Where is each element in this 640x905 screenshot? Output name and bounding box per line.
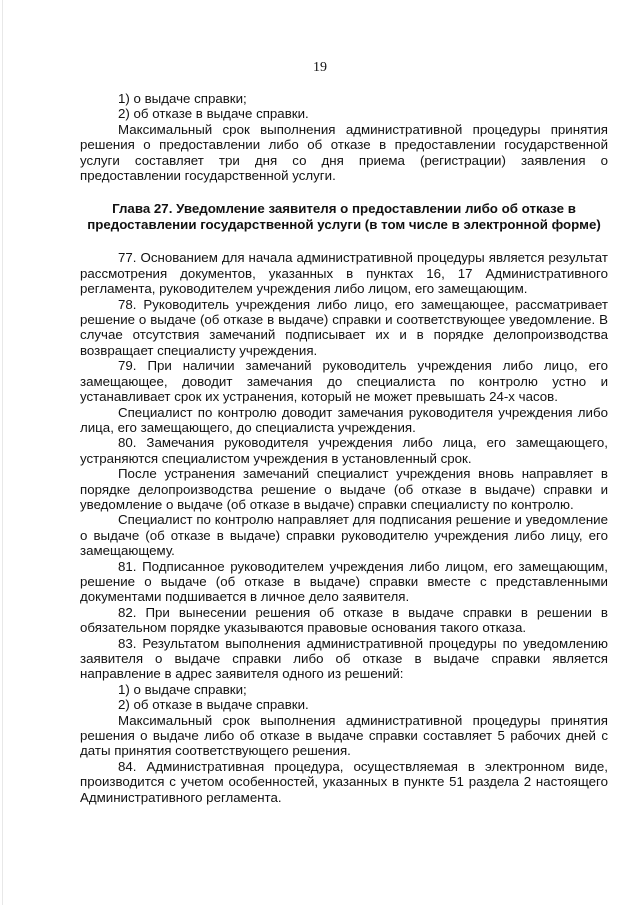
paragraph: 81. Подписанное руководителем учреждения либо лицом, его замещающим, решение о выдаче (об отказе в выдаче) справки вместе с представленными документами подшивается в личное дело заявителя. — [80, 558, 608, 605]
list-item: 1) о выдаче справки; — [118, 681, 247, 697]
list-item: 2) об отказе в выдаче справки. — [118, 697, 309, 713]
paragraph: 83. Результатом выполнения административной процедуры по уведомлению заявителя о выдаче справки либо об отказе в выдаче справки является направление в адрес заявителя одного из решений: — [80, 635, 608, 682]
paragraph: Максимальный срок выполнения административной процедуры принятия решения о выдаче либо об отказе в выдаче справки составляет 5 рабочих дней с даты принятия соответствующего решения. — [80, 712, 608, 759]
scan-edge-line — [2, 0, 3, 905]
page-number: 19 — [313, 60, 327, 75]
paragraph: Специалист по контролю направляет для подписания решение и уведомление о выдаче (об отказе в выдаче) справки руководителю учреждения либо лицу, его замещающему. — [80, 512, 608, 559]
paragraph: 78. Руководитель учреждения либо лицо, его замещающее, рассматривает решение о выдаче (об отказе в выдаче) справки и соответствующее уведомление. В случае отсутствия замечаний подписывает их и в порядке делопроизводства возвращает специалисту учреждения. — [80, 296, 608, 358]
paragraph: 79. При наличии замечаний руководитель учреждения либо лицо, его замещающее, доводит замечания до специалиста по контролю устно и устанавливает срок их устранения, который не может превышать 24-х часов. — [80, 358, 608, 405]
paragraph: 80. Замечания руководителя учреждения либо лица, его замещающего, устраняются специалистом учреждения в установленный срок. — [80, 435, 608, 466]
paragraph: После устранения замечаний специалист учреждения вновь направляет в порядке делопроизводства решение о выдаче (об отказе в выдаче) справки и уведомление о выдаче (об отказе в выдаче) справки специалисту по контролю. — [80, 466, 608, 512]
paragraph: 82. При вынесении решения об отказе в выдаче справки в решении в обязательном порядке указываются правовые основания такого отказа. — [80, 604, 608, 636]
paragraph: Максимальный срок выполнения административной процедуры принятия решения о предоставлении либо об отказе в предоставлении государственной услуги составляет три дня со дня приема (регистрации) заявления о предоставлении государственной услуги. — [80, 121, 608, 184]
paragraph: 84. Административная процедура, осуществляемая в электронном виде, производится с учетом особенностей, указанных в пункте 51 раздела 2 настоящего Административного регламента. — [80, 758, 608, 805]
paragraph: 77. Основанием для начала административной процедуры является результат рассмотрения документов, указанных в пунктах 16, 17 Административного регламента, руководителем учреждения либо лицом, его замещающим. — [80, 250, 608, 297]
chapter-heading: Глава 27. Уведомление заявителя о предоставлении либо об отказе в предоставлении государственной услуги (в том числе в электронной форме) — [87, 201, 601, 233]
list-item: 1) о выдаче справки; — [118, 91, 247, 106]
list-item: 2) об отказе в выдаче справки. — [118, 106, 309, 122]
paragraph: Специалист по контролю доводит замечания руководителя учреждения либо лица, его замещающего, до специалиста учреждения. — [80, 404, 608, 435]
document-body — [80, 91, 608, 805]
